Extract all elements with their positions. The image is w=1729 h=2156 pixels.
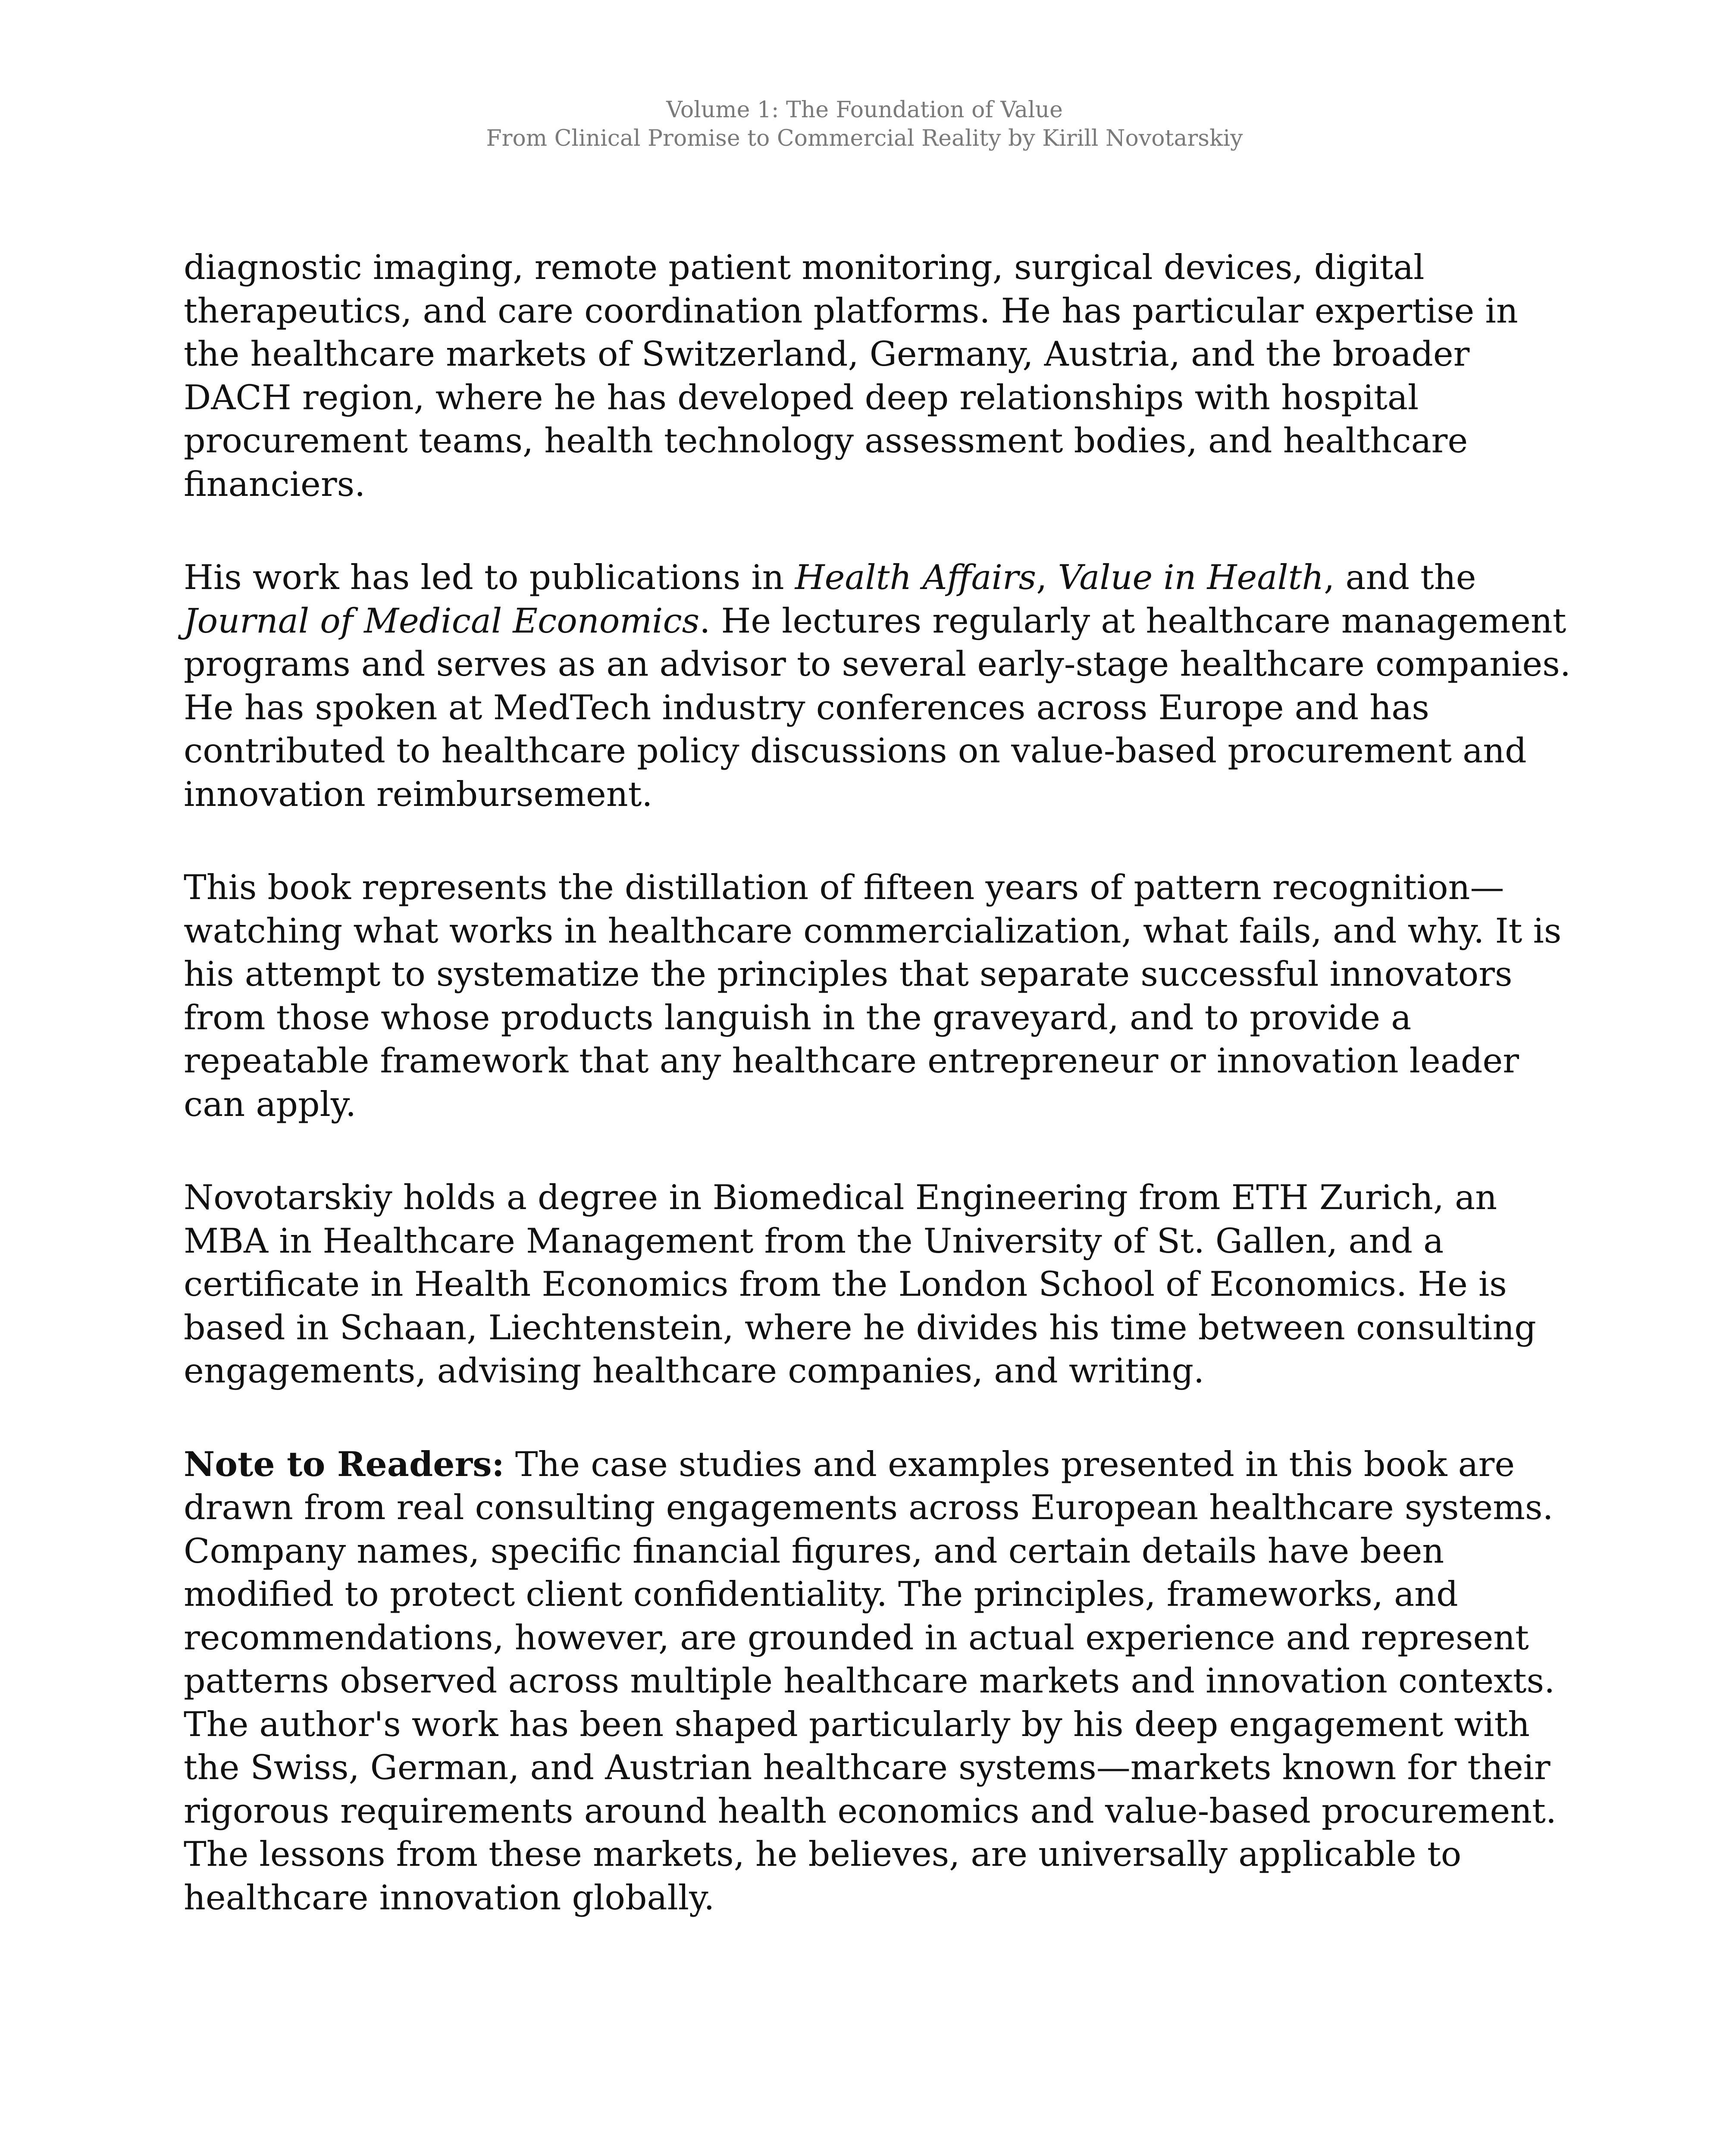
paragraph-publications xyxy=(184,556,1581,816)
publications-text-4: . He lectures regularly at healthcare management programs and serves as an advisor to several early-stage healthcare companies. He has spoken at MedTech industry conferences across Europe and has contributed to healthcare policy discussions on value-based procurement and innovation reimbursement. xyxy=(184,601,1571,814)
publications-text-3: , and the xyxy=(1324,558,1476,597)
page-body xyxy=(184,246,1581,1919)
journal-medical-economics: Journal of Medical Economics xyxy=(184,601,700,641)
paragraph-book-purpose: This book represents the distillation of fifteen years of pattern recognition—watching what works in healthcare commercialization, what fails, and why. It is his attempt to systematize the principles that separate successful innovators from those whose products languish in the graveyard, and to provide a repeatable framework that any healthcare entrepreneur or innovation leader can apply. xyxy=(184,868,1562,1124)
paragraph-education: Novotarskiy holds a degree in Biomedical Engineering from ETH Zurich, an MBA in Healthcare Management from the University of St. Gallen, and a certificate in Health Economics from the London School of Economics. He is based in Schaan, Liechtenstein, where he divides his time between consulting engagements, advising healthcare companies, and writing. xyxy=(184,1178,1536,1391)
note-text: The case studies and examples presented in this book are drawn from real consulting engagements across European healthcare systems. Company names, specific financial figures, and certain details have been modified to protect client confidentiality. The principles, frameworks, and recommendations, however, are grounded in actual experience and represent patterns observed across multiple healthcare markets and innovation contexts. The author's work has been shaped particularly by his deep engagement with the Swiss, German, and Austrian healthcare systems—markets known for their rigorous requirements around health economics and value-based procurement. The lessons from these markets, he believes, are universally applicable to healthcare innovation globally. xyxy=(184,1444,1557,1918)
paragraph-expertise: diagnostic imaging, remote patient monitoring, surgical devices, digital therapeutics, and care coordination platforms. He has particular expertise in the healthcare markets of Switzerland, Germany, Austria, and the broader DACH region, where he has developed deep relationships with hospital procurement teams, health technology assessment bodies, and healthcare financiers. xyxy=(184,248,1518,504)
header-volume-title: Volume 1: The Foundation of Value xyxy=(666,97,1063,123)
publications-text-1: His work has led to publications in xyxy=(184,558,795,597)
note-label: Note to Readers: xyxy=(184,1444,504,1484)
journal-health-affairs: Health Affairs xyxy=(795,558,1037,597)
paragraph-note-to-readers xyxy=(184,1443,1581,1920)
running-header xyxy=(0,96,1729,153)
journal-value-in-health: Value in Health xyxy=(1058,558,1324,597)
publications-text-2: , xyxy=(1036,558,1058,597)
header-book-subtitle: From Clinical Promise to Commercial Reality by Kirill Novotarskiy xyxy=(486,125,1243,151)
